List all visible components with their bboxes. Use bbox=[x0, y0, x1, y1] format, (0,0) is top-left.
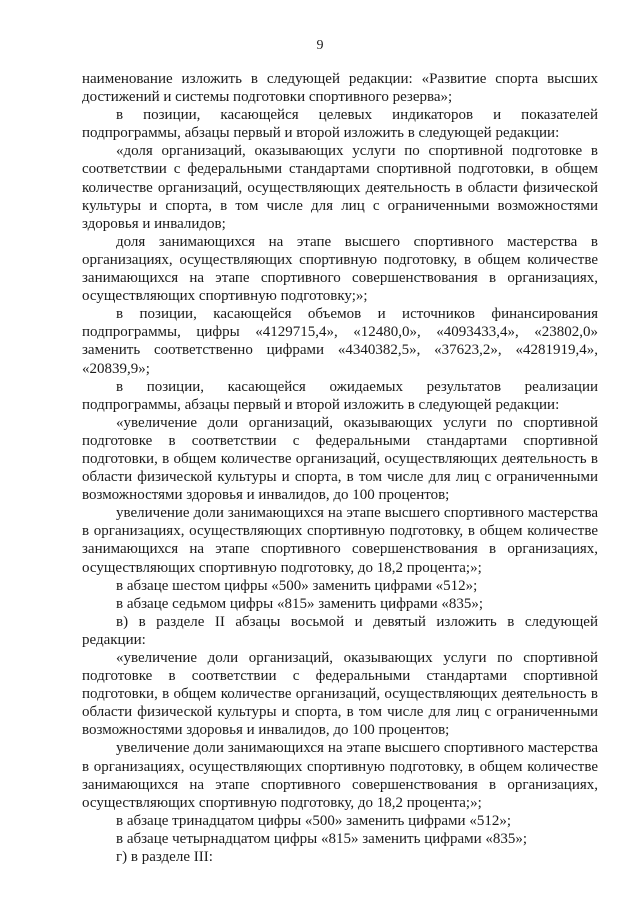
paragraph: доля занимающихся на этапе высшего спортивного мастерства в организациях, осуществляющих спортивную подготовку, в общем количестве занимающихся на этапе спортивного совершенствования в организациях, осуществляющих спортивную подготовку;»; bbox=[82, 233, 598, 305]
paragraph: увеличение доли занимающихся на этапе высшего спортивного мастерства в организациях, осуществляющих спортивную подготовку, в общем количестве занимающихся на этапе спортивного совершенствования в организациях, осуществляющих спортивную подготовку, до 18,2 процента;»; bbox=[82, 740, 598, 811]
paragraph: в позиции, касающейся ожидаемых результатов реализации подпрограммы, абзацы первый и второй изложить в следующей редакции: bbox=[82, 378, 598, 413]
paragraph: в позиции, касающейся целевых индикаторов и показателей подпрограммы, абзацы первый и второй изложить в следующей редакции: bbox=[82, 107, 598, 142]
paragraph: «увеличение доли организаций, оказывающих услуги по спортивной подготовке в соответствии с федеральными стандартами спортивной подготовки, в общем количестве организаций, осуществляющих деятельность в области физической культуры и спорта, в том числе для лиц с ограниченными возможностями здоровья и инвалидов, до 100 процентов; bbox=[82, 650, 598, 739]
paragraph: наименование изложить в следующей редакции: «Развитие спорта высших достижений и системы подготовки спортивного резерва»; bbox=[82, 71, 598, 106]
paragraph: в) в разделе II абзацы восьмой и девятый изложить в следующей редакции: bbox=[82, 613, 598, 648]
paragraph: «увеличение доли организаций, оказывающих услуги по спортивной подготовке в соответствии с федеральными стандартами спортивной подготовки, в общем количестве организаций, осуществляющих деятельность в области физической культуры и спорта, в том числе для лиц с ограниченными возможностями здоровья и инвалидов, до 100 процентов; bbox=[82, 414, 598, 504]
paragraph: «доля организаций, оказывающих услуги по спортивной подготовке в соответствии с федеральными стандартами спортивной подготовки, в общем количестве организаций, осуществляющих деятельность в области физической культуры и спорта, в том числе для лиц с ограниченными возможностями здоровья и инвалидов; bbox=[82, 143, 598, 232]
paragraph: в позиции, касающейся объемов и источников финансирования подпрограммы, цифры «4129715,4», «12480,0», «4093433,4», «23802,0» заменить соответственно цифрами «4340382,5», «37623,2», «4281919,4», «20839,9»; bbox=[82, 306, 598, 377]
paragraph: увеличение доли занимающихся на этапе высшего спортивного мастерства в организациях, осуществляющих спортивную подготовку, в общем количестве занимающихся на этапе спортивного совершенствования в организациях, осуществляющих спортивную подготовку, до 18,2 процента;»; bbox=[82, 505, 598, 576]
paragraph: в абзаце седьмом цифры «815» заменить цифрами «835»; bbox=[116, 595, 484, 612]
paragraph: в абзаце тринадцатом цифры «500» заменить цифрами «512»; bbox=[116, 812, 511, 829]
paragraph: в абзаце четырнадцатом цифры «815» заменить цифрами «835»; bbox=[116, 830, 528, 847]
paragraph: г) в разделе III: bbox=[116, 849, 213, 866]
page-number: 9 bbox=[316, 38, 324, 53]
paragraph: в абзаце шестом цифры «500» заменить цифрами «512»; bbox=[116, 577, 478, 594]
document-body bbox=[82, 70, 598, 866]
